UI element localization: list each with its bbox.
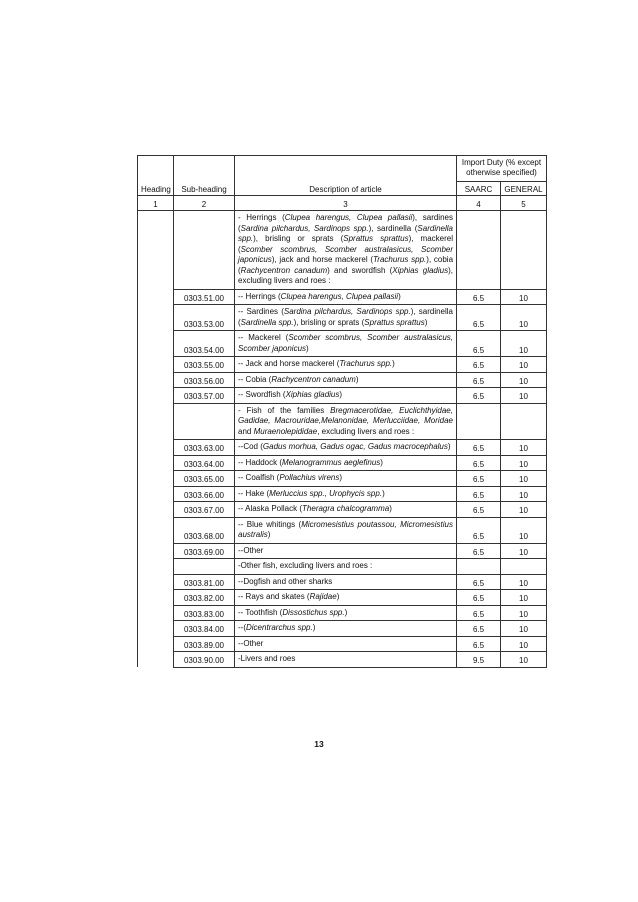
saarc-rate: 9.5 — [457, 652, 501, 668]
general-rate: 10 — [501, 636, 547, 652]
table-row — [138, 331, 547, 357]
table-row — [138, 305, 547, 331]
article-description: -- Rays and skates (Rajidae) — [235, 590, 457, 606]
column-number: 1 — [138, 196, 174, 211]
general-rate — [501, 559, 547, 575]
saarc-rate: 6.5 — [457, 486, 501, 502]
table-row — [138, 605, 547, 621]
subheading-code: 0303.66.00 — [174, 486, 235, 502]
article-description: -- Sardines (Sardina pilchardus, Sardinops spp.), sardinella (Sardinella spp.), brisling or sprats (Sprattus sprattus) — [235, 305, 457, 331]
table-row — [138, 636, 547, 652]
subheading-code: 0303.63.00 — [174, 440, 235, 456]
article-description: -Livers and roes — [235, 652, 457, 668]
table-row — [138, 621, 547, 637]
article-description: -- Haddock (Melanogrammus aeglefinus) — [235, 455, 457, 471]
subheading-code: 0303.55.00 — [174, 357, 235, 373]
subheading-code — [174, 403, 235, 440]
saarc-rate: 6.5 — [457, 440, 501, 456]
col-description: Description of article — [235, 156, 457, 196]
general-rate — [501, 403, 547, 440]
saarc-rate: 6.5 — [457, 357, 501, 373]
table-row — [138, 559, 547, 575]
column-number: 3 — [235, 196, 457, 211]
table-row — [138, 543, 547, 559]
saarc-rate — [457, 211, 501, 290]
article-description: --Cod (Gadus morhua, Gadus ogac, Gadus macrocephalus) — [235, 440, 457, 456]
article-description: -- Coalfish (Pollachius virens) — [235, 471, 457, 487]
table-row — [138, 652, 547, 668]
col-subheading: Sub-heading — [174, 156, 235, 196]
general-rate: 10 — [501, 605, 547, 621]
article-description: -- Toothfish (Dissostichus spp.) — [235, 605, 457, 621]
column-number: 4 — [457, 196, 501, 211]
table-row — [138, 502, 547, 518]
table-row — [138, 403, 547, 440]
table-row — [138, 486, 547, 502]
article-description: -- Blue whitings (Micromesistius poutassou, Micromesistius australis) — [235, 517, 457, 543]
subheading-code: 0303.51.00 — [174, 289, 235, 305]
col-heading: Heading — [138, 156, 174, 196]
subheading-code — [174, 559, 235, 575]
general-rate: 10 — [501, 388, 547, 404]
page-number: 13 — [314, 739, 324, 749]
article-description: --Dogfish and other sharks — [235, 574, 457, 590]
general-rate: 10 — [501, 455, 547, 471]
subheading-code: 0303.81.00 — [174, 574, 235, 590]
article-description: -- Mackerel (Scomber scombrus, Scomber australasicus, Scomber japonicus) — [235, 331, 457, 357]
article-description: --Other — [235, 636, 457, 652]
table-row — [138, 471, 547, 487]
article-description: -- Herrings (Clupea harengus, Clupea pallasii) — [235, 289, 457, 305]
general-rate: 10 — [501, 502, 547, 518]
saarc-rate: 6.5 — [457, 305, 501, 331]
saarc-rate: 6.5 — [457, 621, 501, 637]
saarc-rate — [457, 403, 501, 440]
table-row — [138, 372, 547, 388]
table-header — [138, 156, 547, 211]
general-rate: 10 — [501, 652, 547, 668]
general-rate: 10 — [501, 486, 547, 502]
table-row — [138, 357, 547, 373]
general-rate: 10 — [501, 517, 547, 543]
saarc-rate: 6.5 — [457, 605, 501, 621]
article-description: -Other fish, excluding livers and roes : — [235, 559, 457, 575]
article-description: --Other — [235, 543, 457, 559]
subheading-code: 0303.56.00 — [174, 372, 235, 388]
article-description: - Fish of the families Bregmacerotidae, Euclichthyidae, Gadidae, Macrouridae,Melanonidae, Merlucciidae, Moridae and Muraenolepididae, excluding livers and roes : — [235, 403, 457, 440]
table-row — [138, 574, 547, 590]
article-description: -- Swordfish (Xiphias gladius) — [235, 388, 457, 404]
general-rate: 10 — [501, 471, 547, 487]
table-row — [138, 517, 547, 543]
subheading-code — [174, 211, 235, 290]
subheading-code: 0303.90.00 — [174, 652, 235, 668]
column-number: 5 — [501, 196, 547, 211]
article-description: -- Jack and horse mackerel (Trachurus spp.) — [235, 357, 457, 373]
table-row — [138, 289, 547, 305]
saarc-rate: 6.5 — [457, 574, 501, 590]
general-rate: 10 — [501, 305, 547, 331]
article-description: - Herrings (Clupea harengus, Clupea pallasii), sardines (Sardina pilchardus, Sardinops spp.), sardinella (Sardinella spp.), brisling or sprats (Sprattus sprattus), mackerel (Scomber scombrus, Scomber australasicus, Scomber japonicus), jack and horse mackerel (Trachurus spp.), cobia (Rachycentron canadum) and swordfish (Xiphias gladius), excluding livers and roes : — [235, 211, 457, 290]
saarc-rate: 6.5 — [457, 590, 501, 606]
article-description: -- Alaska Pollack (Theragra chalcogramma) — [235, 502, 457, 518]
subheading-code: 0303.64.00 — [174, 455, 235, 471]
saarc-rate: 6.5 — [457, 289, 501, 305]
general-rate: 10 — [501, 621, 547, 637]
general-rate: 10 — [501, 590, 547, 606]
saarc-rate: 6.5 — [457, 372, 501, 388]
general-rate: 10 — [501, 440, 547, 456]
saarc-rate: 6.5 — [457, 388, 501, 404]
subheading-code: 0303.54.00 — [174, 331, 235, 357]
general-rate: 10 — [501, 357, 547, 373]
col-general: GENERAL — [501, 181, 547, 195]
saarc-rate: 6.5 — [457, 636, 501, 652]
heading-cell — [138, 211, 174, 668]
subheading-code: 0303.83.00 — [174, 605, 235, 621]
subheading-code: 0303.89.00 — [174, 636, 235, 652]
column-number: 2 — [174, 196, 235, 211]
saarc-rate: 6.5 — [457, 543, 501, 559]
table-row — [138, 211, 547, 290]
table-row — [138, 590, 547, 606]
table-body — [138, 211, 547, 668]
general-rate: 10 — [501, 574, 547, 590]
subheading-code: 0303.57.00 — [174, 388, 235, 404]
subheading-code: 0303.53.00 — [174, 305, 235, 331]
table-row — [138, 388, 547, 404]
subheading-code: 0303.82.00 — [174, 590, 235, 606]
saarc-rate: 6.5 — [457, 331, 501, 357]
article-description: --(Dicentrarchus spp.) — [235, 621, 457, 637]
subheading-code: 0303.67.00 — [174, 502, 235, 518]
subheading-code: 0303.84.00 — [174, 621, 235, 637]
article-description: -- Cobia (Rachycentron canadum) — [235, 372, 457, 388]
saarc-rate: 6.5 — [457, 455, 501, 471]
general-rate: 10 — [501, 543, 547, 559]
tariff-table — [137, 155, 547, 668]
column-number-row — [138, 196, 547, 211]
general-rate: 10 — [501, 331, 547, 357]
saarc-rate: 6.5 — [457, 502, 501, 518]
subheading-code: 0303.68.00 — [174, 517, 235, 543]
general-rate: 10 — [501, 289, 547, 305]
subheading-code: 0303.65.00 — [174, 471, 235, 487]
table-row — [138, 455, 547, 471]
saarc-rate: 6.5 — [457, 517, 501, 543]
general-rate: 10 — [501, 372, 547, 388]
table-row — [138, 440, 547, 456]
general-rate — [501, 211, 547, 290]
col-saarc: SAARC — [457, 181, 501, 195]
saarc-rate: 6.5 — [457, 471, 501, 487]
subheading-code: 0303.69.00 — [174, 543, 235, 559]
saarc-rate — [457, 559, 501, 575]
article-description: -- Hake (Merluccius spp., Urophycis spp.) — [235, 486, 457, 502]
col-import-duty: Import Duty (% except otherwise specified) — [457, 156, 547, 182]
